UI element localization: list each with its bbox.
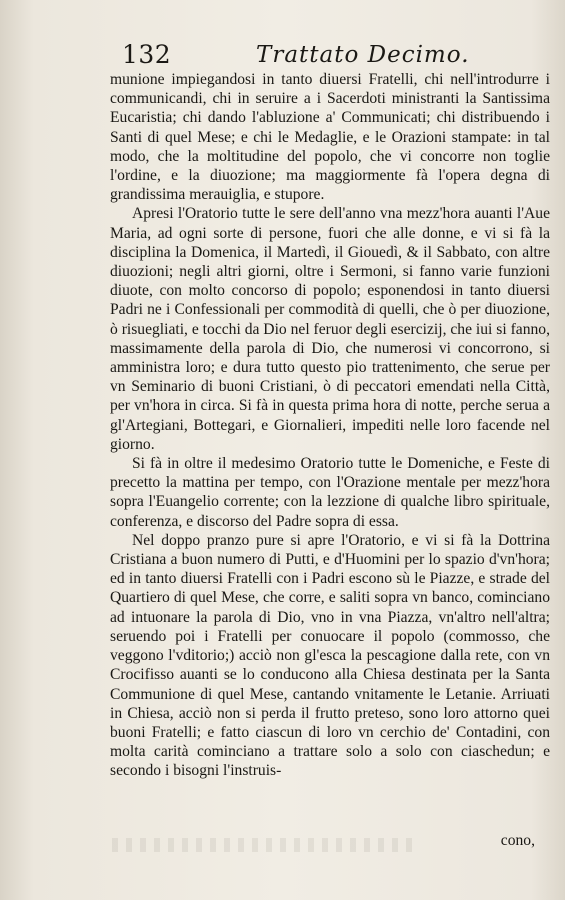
- page-number: 132: [122, 40, 172, 69]
- paragraph-sunday-oratory: Si fà in oltre il medesimo Oratorio tutte le Domeniche, e Feste di precetto la mattina per tempo, con l'Orazione mentale per mezz'hora sopra l'Euangelio corrente; con la lezzione di qualche libro spirituale, conferenza, e discorso del Padre sopra di essa.: [110, 455, 550, 530]
- catchword: cono,: [500, 832, 535, 849]
- paragraph-afternoon-doctrine: Nel doppo pranzo pure si apre l'Oratorio, e vi si fà la Dottrina Cristiana a buon numero di Putti, e d'Huomini per lo spazio d'vn'hora; ed in tanto diuersi Fratelli con i Padri escono sù le Piazze, e strade del Quartiero di quel Mese, che corre, e saliti sopra vn banco, cominciano ad intuonare la parola di Dio, vno in vna Piazza, vn'altro nell'altra; seruendo poi i Fratelli per conuocare il popolo (commosso, che veggono l'vditorio;) acciò non gl'esca la pescagione dalla rete, con vn Crocifisso auanti se lo conducono alla Chiesa destinata per la Santa Communione di quel Mese, cantando vnitamente le Letanie. Arriuati in Chiesa, acciò non si perda il frutto preteso, sono loro attorno quei buoni Fratelli; e fatto ciascun di loro vn cerchio de' Contadini, con molta carità cominciano a trattare solo a solo con ciaschedun; e secondo i bisogni l'instruis-: [110, 531, 550, 780]
- running-title: Trattato Decimo.: [256, 42, 470, 68]
- show-through-shadow: [112, 838, 412, 852]
- running-head: [108, 36, 548, 70]
- paragraph-evening-oratory: Apresi l'Oratorio tutte le sere dell'anno vna mezz'hora auanti l'Aue Maria, ad ogni sorte di persone, fuori che alle donne, e vi si fà la disciplina la Domenica, il Martedì, il Giouedì, & il Sabbato, con altre diuozioni; negli altri giorni, oltre i Sermoni, si fanno varie funzioni diuote, con molto concorso di popolo; esponendosi in tanto diuersi Padri ne i Confessionali per commodità di quelli, che ò per diuozione, ò risuegliati, e tocchi da Dio nel feruor degli esercizij, che iui si fanno, massimamente della parola di Dio, che numerosi vi concorrono, si amministra loro; e dura tutto questo pio trattenimento, che serue per vn Seminario di buoni Cristiani, ò di peccatori emendati nella Città, per vn'hora in circa. Si fà in questa prima hora di notte, perche serua a gl'Artegiani, Bottegari, e Giornalieri, impediti nelle loro facende nel giorno.: [110, 205, 550, 453]
- body-text: [110, 70, 550, 781]
- paragraph-continuation: munione impiegandosi in tanto diuersi Fratelli, chi nell'introdurre i communicandi, chi in seruire a i Sacerdoti ministranti la Santissima Eucaristia; chi dando l'abluzione a' Communicati; chi distribuendo i Santi di quel Mese; e chi le Medaglie, e le Orazioni stampate: in tal modo, che la moltitudine del popolo, che vi concorre non toglie l'ordine, e la diuozione; ma maggiormente fà l'opera degna di grandissima merauiglia, e stupore.: [110, 71, 550, 204]
